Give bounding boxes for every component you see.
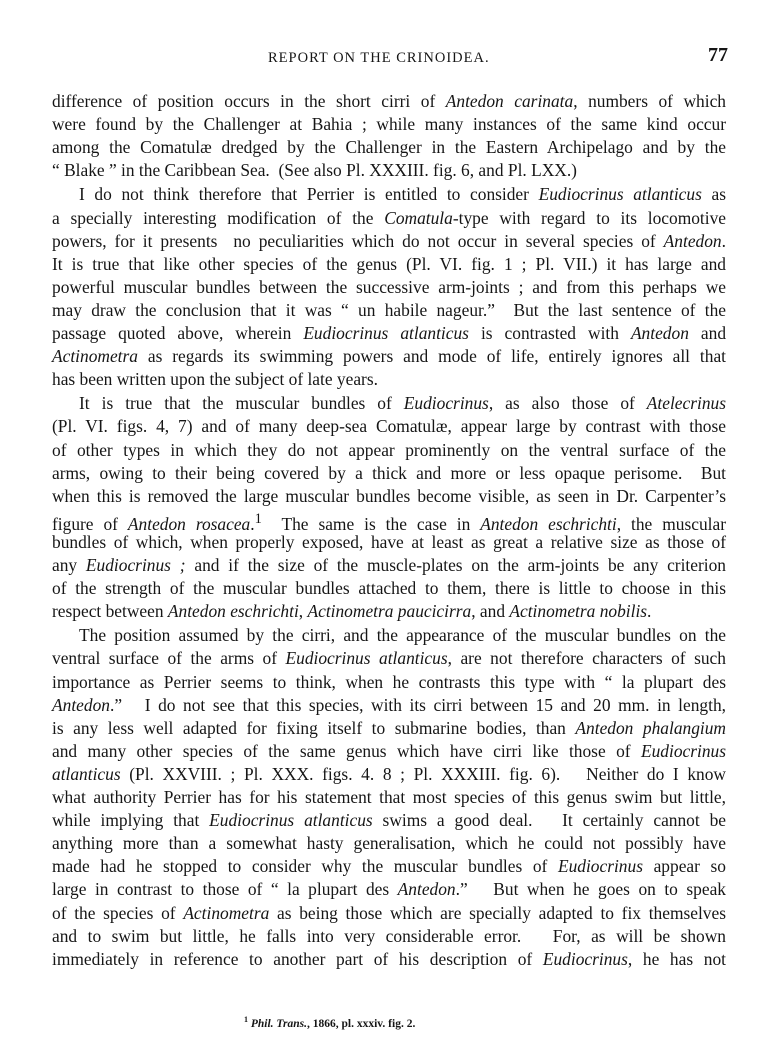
text-line: bundles of which, when properly exposed, have at least as great a relative size as those of bbox=[52, 531, 726, 552]
text-line: has been written upon the subject of late years. bbox=[52, 369, 378, 390]
text-line: Antedon.” I do not see that this species, with its cirri between 15 and 20 mm. in length, bbox=[52, 694, 726, 715]
text-line: and to swim but little, he falls into very considerable error. For, as will be shown bbox=[52, 925, 726, 946]
text-line: is any less well adapted for fixing itself to submarine bodies, than Antedon phalangium bbox=[52, 717, 726, 738]
text-line: difference of position occurs in the short cirri of Antedon carinata, numbers of which bbox=[52, 91, 726, 111]
text-line: and many other species of the same genus which have cirri like those of Eudiocrinus bbox=[52, 740, 726, 761]
text-line: ventral surface of the arms of Eudiocrinus atlanticus, are not therefore characters of such bbox=[52, 648, 726, 669]
text-line: powers, for it presents no peculiarities which do not occur in several species of Antedon. bbox=[52, 230, 726, 251]
text-line: of the strength of the muscular bundles attached to them, there is little to choose in this bbox=[52, 578, 726, 599]
text-line: among the Comatulæ dredged by the Challenger in the Eastern Archipelago and by the bbox=[52, 137, 726, 158]
text-line: importance as Perrier seems to think, when he contrasts this type with “ la plupart des bbox=[52, 671, 726, 692]
text-line: of the species of Actinometra as being those which are specially adapted to fix themselves bbox=[52, 902, 726, 923]
text-line: may draw the conclusion that it was “ un habile nageur.” But the last sentence of the bbox=[52, 299, 726, 320]
footnote bbox=[244, 1015, 415, 1030]
text-line: Actinometra as regards its swimming powers and mode of life, entirely ignores all that bbox=[52, 346, 726, 367]
page-number: 77 bbox=[708, 44, 728, 66]
running-head: REPORT ON THE CRINOIDEA. bbox=[268, 50, 490, 66]
text-line: immediately in reference to another part of his description of Eudiocrinus, he has not bbox=[52, 948, 726, 969]
text-line: I do not think therefore that Perrier is entitled to consider Eudiocrinus atlanticus as bbox=[79, 184, 726, 205]
footnote-text: Phil. Trans., 1866, pl. xxxiv. fig. 2. bbox=[250, 1017, 416, 1030]
text-line: were found by the Challenger at Bahia ; while many instances of the same kind occur bbox=[52, 114, 726, 135]
text-line: powerful muscular bundles between the successive arm-joints ; and from this perhaps we bbox=[52, 276, 726, 297]
text-line: while implying that Eudiocrinus atlanticus swims a good deal. It certainly cannot be bbox=[52, 810, 726, 831]
text-line: anything more than a somewhat hasty generalisation, which he could not possibly have bbox=[52, 833, 726, 854]
text-line: what authority Perrier has for his statement that most species of this genus swim but little, bbox=[52, 787, 726, 807]
text-line: arms, owing to their being covered by a thick and more or less opaque perisome. But bbox=[52, 462, 726, 483]
text-line: The position assumed by the cirri, and the appearance of the muscular bundles on the bbox=[79, 625, 726, 646]
text-line: a specially interesting modification of the Comatula-type with regard to its locomotive bbox=[52, 207, 727, 228]
text-line: large in contrast to those of “ la plupart des Antedon.” But when he goes on to speak bbox=[52, 879, 726, 900]
text-line: any Eudiocrinus ; and if the size of the muscle-plates on the arm-joints be any criterion bbox=[52, 555, 726, 575]
text-line: figure of Antedon rosacea.$^1$ The same is the case in Antedon eschrichti, the muscular bbox=[52, 510, 726, 534]
text-line: atlanticus (Pl. XXVIII. ; Pl. XXX. figs. 4. 8 ; Pl. XXXIII. fig. 6). Neither do I know bbox=[52, 763, 726, 784]
text-line: “ Blake ” in the Caribbean Sea. (See also Pl. XXXIII. fig. 6, and Pl. LXX.) bbox=[52, 160, 577, 181]
text-line: when this is removed the large muscular bundles become visible, as seen in Dr. Carpenter’s bbox=[52, 485, 726, 506]
text-line: passage quoted above, wherein Eudiocrinus atlanticus is contrasted with Antedon and bbox=[52, 323, 727, 343]
text-line: of other types in which they do not appear prominently on the ventral surface of the bbox=[52, 439, 726, 460]
footnote-marker: 1 bbox=[244, 1015, 248, 1024]
text-line: made had he stopped to consider why the muscular bundles of Eudiocrinus appear so bbox=[52, 856, 727, 877]
text-line: respect between Antedon eschrichti, Actinometra paucicirra, and Actinometra nobilis. bbox=[52, 601, 652, 622]
text-line: It is true that the muscular bundles of Eudiocrinus, as also those of Atelecrinus bbox=[79, 393, 726, 414]
text-line: It is true that like other species of the genus (Pl. VI. fig. 1 ; Pl. VII.) it has large and bbox=[52, 253, 726, 274]
text-line: (Pl. VI. figs. 4, 7) and of many deep-sea Comatulæ, appear large by contrast with those bbox=[52, 416, 726, 437]
